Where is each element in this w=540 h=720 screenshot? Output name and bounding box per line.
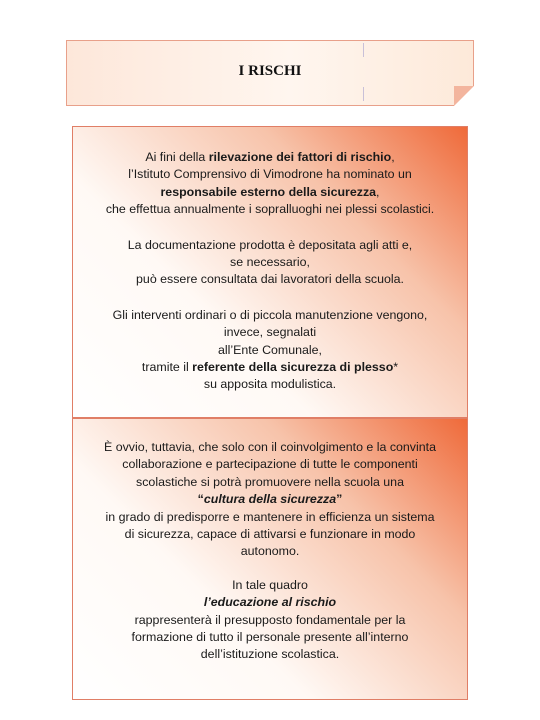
p1-bold-external-manager: responsabile esterno della sicurezza: [160, 184, 377, 199]
title-banner: [66, 40, 474, 106]
p3-asterisk: *: [393, 360, 399, 375]
p4-line7: autonomo.: [240, 544, 300, 559]
p1-line4: che effettua annualmente i sopralluoghi nei plessi scolastici.: [105, 202, 435, 217]
p3-line2: invece, segnalati: [223, 325, 317, 340]
p1-bold-risk-factors: rilevazione dei fattori di rischio: [208, 150, 392, 164]
p4-bolditalic-safety-culture: cultura della sicurezza: [203, 492, 337, 507]
p4-line4: [77, 491, 463, 508]
p5-line5: dell’istituzione scolastica.: [200, 647, 340, 662]
paragraph-maintenance: [73, 307, 467, 394]
p1-line1: [77, 149, 463, 166]
p3-line4: [77, 359, 463, 376]
p3-text: tramite il: [141, 360, 193, 375]
banner-divider-top: [363, 43, 364, 57]
p4-open-quote: “: [197, 492, 204, 507]
paragraph-risk-assessment: [73, 149, 467, 219]
p4-line6: di sicurezza, capace di attivarsi e funzionare in modo: [124, 527, 416, 542]
safety-culture-panel: [72, 418, 468, 700]
p5-bolditalic-risk-education: l’educazione al rischio: [203, 595, 337, 610]
paragraph-safety-culture: [73, 439, 467, 561]
p3-line5: su apposita modulistica.: [203, 377, 337, 392]
p5-line4: formazione di tutto il personale presente all’interno: [131, 630, 409, 645]
paragraph-documentation: [73, 237, 467, 289]
p4-line3: scolastiche si potrà promuovere nella scuola una: [136, 474, 404, 489]
p5-line3: rappresenterà il presupposto fondamentale per la: [134, 612, 406, 627]
banner-divider-bottom: [363, 87, 364, 101]
p4-line1: È ovvio, tuttavia, che solo con il coinvolgimento e la convinta: [104, 440, 436, 454]
p5-line1: In tale quadro: [232, 577, 308, 592]
risk-info-panel: [72, 126, 468, 418]
p3-bold-safety-referent: referente della sicurezza di plesso: [192, 360, 394, 375]
p4-close-quote: ”: [336, 492, 343, 507]
p3-line3: all’Ente Comunale,: [217, 342, 322, 357]
paragraph-risk-education: [73, 577, 467, 664]
p1-line2: l’Istituto Comprensivo di Vimodrone ha nominato un: [128, 167, 412, 182]
p1-comma-2: ,: [376, 184, 380, 199]
p3-line1: Gli interventi ordinari o di piccola manutenzione vengono,: [112, 307, 428, 322]
p1-line3: [77, 184, 463, 201]
p4-line2: collaborazione e partecipazione di tutte le componenti: [122, 457, 418, 472]
p2-line1: La documentazione prodotta è depositata agli atti e,: [127, 237, 413, 252]
p1-text: Ai fini della: [145, 150, 209, 164]
p2-line3: può essere consultata dai lavoratori della scuola.: [136, 272, 404, 287]
page-curl-corner: [454, 86, 474, 106]
p4-line5: in grado di predisporre e mantenere in efficienza un sistema: [105, 509, 435, 524]
p2-line2: se necessario,: [230, 255, 310, 270]
p1-comma: ,: [391, 150, 395, 164]
page-title: I RISCHI: [238, 63, 302, 79]
